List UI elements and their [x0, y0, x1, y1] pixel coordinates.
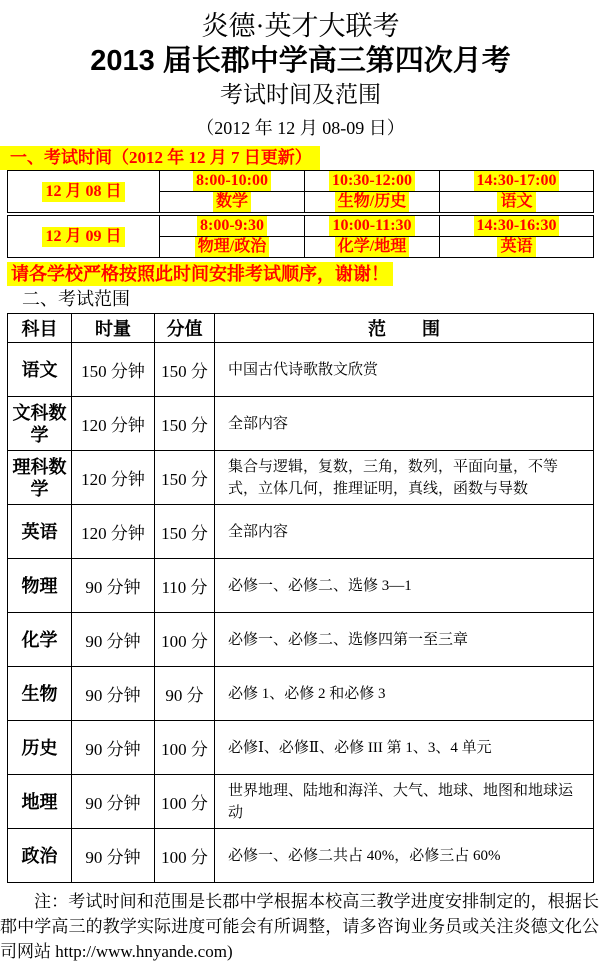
schedule-date-cell: [8, 171, 160, 213]
score-cell: 150 分: [155, 451, 215, 505]
schedule-subject: 化学/地理: [335, 237, 409, 257]
document-subtitle: 考试时间及范围: [220, 82, 381, 107]
subject-cell: 语文: [8, 343, 72, 397]
schedule-subject-cell: [160, 237, 305, 258]
duration-cell: 120 分钟: [72, 505, 155, 559]
schedule-table-day1: [7, 170, 594, 213]
schedule-subject-cell: [305, 192, 440, 213]
column-header-scope: 范 围: [215, 314, 594, 343]
score-cell: 150 分: [155, 505, 215, 559]
scope-cell: 中国古代诗歌散文欣赏: [215, 343, 594, 397]
schedule-date: 12 月 09 日: [42, 227, 124, 247]
table-row: [8, 451, 594, 505]
schedule-table-day2: [7, 215, 594, 258]
exam-date-line: （2012 年 12 月 08-09 日）: [196, 118, 405, 138]
section1-heading: 一、考试时间（2012 年 12 月 7 日更新）: [0, 146, 320, 170]
schedule-time-cell: [440, 216, 594, 237]
score-cell: 150 分: [155, 397, 215, 451]
website-link[interactable]: http://www.hnyande.com): [51, 942, 233, 961]
subject-cell: 英语: [8, 505, 72, 559]
schedule-time-cell: [160, 171, 305, 192]
subject-cell: 物理: [8, 559, 72, 613]
score-cell: 90 分: [155, 667, 215, 721]
duration-cell: 90 分钟: [72, 559, 155, 613]
schedule-time-cell: [305, 216, 440, 237]
scope-cell: 全部内容: [215, 505, 594, 559]
subject-cell: 政治: [8, 829, 72, 883]
schedule-time-cell: [440, 171, 594, 192]
schedule-date: 12 月 08 日: [42, 182, 124, 202]
scope-header-row: [8, 314, 594, 343]
duration-cell: 90 分钟: [72, 829, 155, 883]
column-header-duration: 时量: [72, 314, 155, 343]
main-title: 2013 届长郡中学高三第四次月考: [90, 45, 511, 77]
duration-cell: 90 分钟: [72, 775, 155, 829]
table-row: [8, 613, 594, 667]
schedule-subject: 数学: [213, 192, 251, 212]
schedule-subject: 生物/历史: [335, 192, 409, 212]
score-cell: 150 分: [155, 343, 215, 397]
schedule-subject-cell: [440, 237, 594, 258]
schedule-time: 14:30-17:00: [474, 171, 560, 191]
schedule-time-row: [8, 171, 594, 192]
table-row: [8, 721, 594, 775]
schedule-subject: 语文: [497, 192, 535, 212]
scope-cell: 必修一、必修二共占 40%，必修三占 60%: [215, 829, 594, 883]
scope-cell: 必修一、必修二、选修 3—1: [215, 559, 594, 613]
schedule-time: 8:00-9:30: [197, 216, 267, 236]
schedule-time-cell: [160, 216, 305, 237]
scope-cell: 必修 1、必修 2 和必修 3: [215, 667, 594, 721]
duration-cell: 90 分钟: [72, 721, 155, 775]
schedule-time-row: [8, 216, 594, 237]
section2-heading: 二、考试范围: [22, 289, 130, 309]
schedule-subject-cell: [160, 192, 305, 213]
scope-cell: 集合与逻辑，复数，三角，数列，平面向量，不等式，立体几何，推理证明，真线，函数与导数: [215, 451, 594, 505]
duration-cell: 120 分钟: [72, 451, 155, 505]
score-cell: 100 分: [155, 721, 215, 775]
scope-cell: 全部内容: [215, 397, 594, 451]
table-row: [8, 667, 594, 721]
score-cell: 110 分: [155, 559, 215, 613]
schedule-date-cell: [8, 216, 160, 258]
column-header-subject: 科目: [8, 314, 72, 343]
table-row: [8, 397, 594, 451]
footer-note-text: 注：考试时间和范围是长郡中学根据本校高三教学进度安排制定的，根据长郡中学高三的教学实际进度可能会有所调整，请多咨询业务员或关注炎德文化公司网站: [0, 892, 599, 961]
subject-cell: 历史: [8, 721, 72, 775]
schedule-time: 10:30-12:00: [329, 171, 415, 191]
schedule-time: 10:00-11:30: [329, 216, 414, 236]
schedule-subject: 物理/政治: [195, 237, 269, 257]
schedule-notice: 请各学校严格按照此时间安排考试顺序，谢谢！: [7, 262, 393, 286]
table-row: [8, 343, 594, 397]
duration-cell: 90 分钟: [72, 667, 155, 721]
scope-table: [7, 313, 594, 883]
scope-cell: 世界地理、陆地和海洋、大气、地球、地图和地球运动: [215, 775, 594, 829]
score-cell: 100 分: [155, 613, 215, 667]
duration-cell: 120 分钟: [72, 397, 155, 451]
table-row: [8, 559, 594, 613]
column-header-score: 分值: [155, 314, 215, 343]
schedule-subject-cell: [305, 237, 440, 258]
subject-cell: 地理: [8, 775, 72, 829]
table-row: [8, 505, 594, 559]
duration-cell: 150 分钟: [72, 343, 155, 397]
brand-title: 炎德·英才大联考: [201, 11, 400, 41]
scope-cell: 必修Ⅰ、必修Ⅱ、必修 III 第 1、3、4 单元: [215, 721, 594, 775]
schedule-subject: 英语: [497, 237, 535, 257]
table-row: [8, 775, 594, 829]
subject-cell: 理科数学: [8, 451, 72, 505]
subject-cell: 生物: [8, 667, 72, 721]
score-cell: 100 分: [155, 829, 215, 883]
schedule-time-cell: [305, 171, 440, 192]
score-cell: 100 分: [155, 775, 215, 829]
footer-note: [0, 889, 601, 964]
subject-cell: 文科数学: [8, 397, 72, 451]
scope-cell: 必修一、必修二、选修四第一至三章: [215, 613, 594, 667]
table-row: [8, 829, 594, 883]
schedule-time: 14:30-16:30: [474, 216, 560, 236]
duration-cell: 90 分钟: [72, 613, 155, 667]
subject-cell: 化学: [8, 613, 72, 667]
schedule-time: 8:00-10:00: [193, 171, 271, 191]
schedule-subject-cell: [440, 192, 594, 213]
